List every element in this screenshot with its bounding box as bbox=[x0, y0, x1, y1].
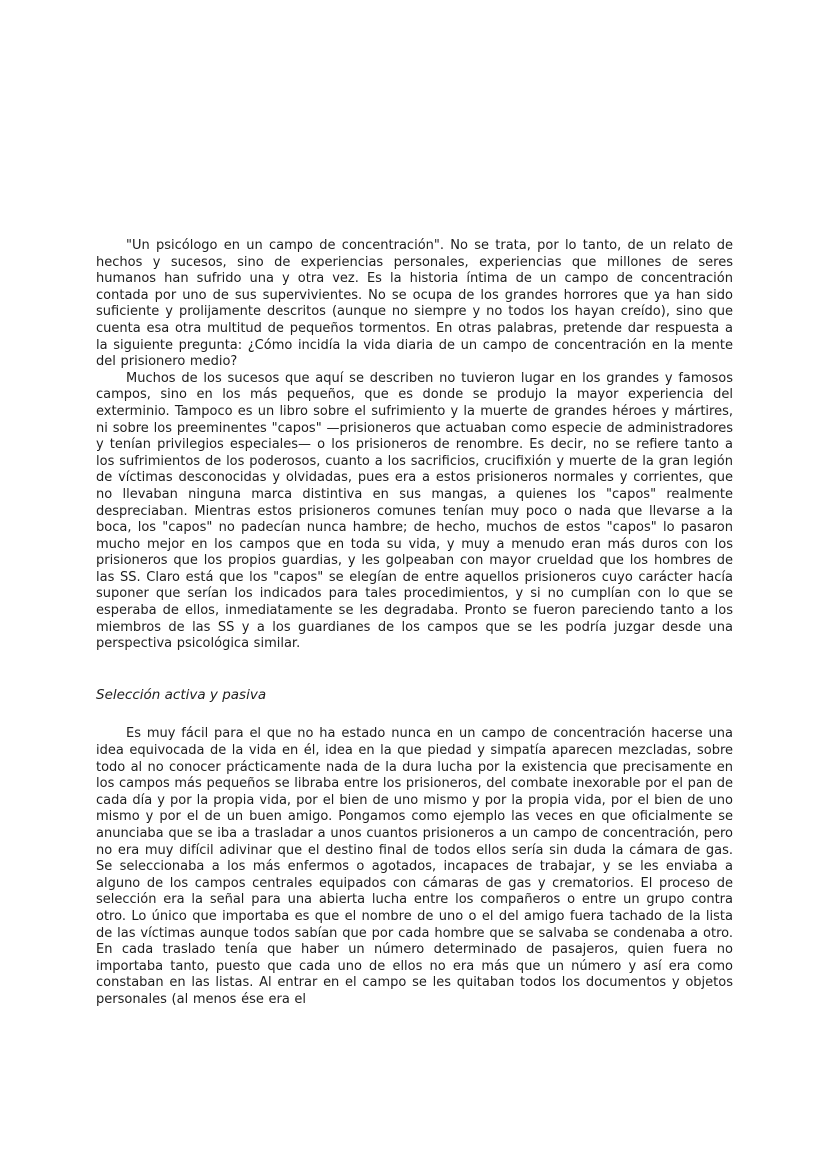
paragraph-3: Es muy fácil para el que no ha estado nunca en un campo de concentración hacerse una idea equivocada de la vida en él, idea en la que piedad y simpatía aparecen mezcladas, sobre todo al no conocer prácticamente nada de la dura lucha por la existencia que precisamente en los campos más pequeños se libraba entre los prisioneros, del combate inexorable por el pan de cada día y por la propia vida, por el bien de uno mismo y por la propia vida, por el bien de uno mismo y por el de un buen amigo. Pongamos como ejemplo las veces en que oficialmente se anunciaba que se iba a trasladar a unos cuantos prisioneros a un campo de concentración, pero no era muy difícil adivinar que el destino final de todos ellos sería sin duda la cámara de gas. Se seleccionaba a los más enfermos o agotados, incapaces de trabajar, y se les enviaba a alguno de los campos centrales equipados con cámaras de gas y crematorios. El proceso de selección era la señal para una abierta lucha entre los compañeros o entre un grupo contra otro. Lo único que importaba es que el nombre de uno o el del amigo fuera tachado de la lista de las víctimas aunque todos sabían que por cada hombre que se salvaba se condenaba a otro. En cada traslado tenía que haber un número determinado de pasajeros, quien fuera no importaba tanto, puesto que cada uno de ellos no era más que un número y así era como constaban en las listas. Al entrar en el campo se les quitaban todos los documentos y objetos personales (al menos ése era el bbox=[96, 726, 733, 1007]
paragraph-2: Muchos de los sucesos que aquí se describen no tuvieron lugar en los grandes y famosos campos, sino en los más pequeños, que es donde se produjo la mayor experiencia del exterminio. Tampoco es un libro sobre el sufrimiento y la muerte de grandes héroes y mártires, ni sobre los preeminentes "capos" —prisioneros que actuaban como especie de administradores y tenían privilegios especiales— o los prisioneros de renombre. Es decir, no se refiere tanto a los sufrimientos de los poderosos, cuanto a los sacrificios, crucifixión y muerte de la gran legión de víctimas desconocidas y olvidadas, pues era a estos prisioneros normales y corrientes, que no llevaban ninguna marca distintiva en sus mangas, a quienes los "capos" realmente despreciaban. Mientras estos prisioneros comunes tenían muy poco o nada que llevarse a la boca, los "capos" no padecían nunca hambre; de hecho, muchos de estos "capos" lo pasaron mucho mejor en los campos que en toda su vida, y muy a menudo eran más duros con los prisioneros que los propios guardias, y les golpeaban con mayor crueldad que los hombres de las SS. Claro está que los "capos" se elegían de entre aquellos prisioneros cuyo carácter hacía suponer que serían los indicados para tales procedimientos, y si no cumplían con lo que se esperaba de ellos, inmediatamente se les degradaba. Pronto se fueron pareciendo tanto a los miembros de las SS y a los guardianes de los campos que se les podría juzgar desde una perspectiva psicológica similar. bbox=[96, 370, 733, 652]
paragraph-1: "Un psicólogo en un campo de concentración". No se trata, por lo tanto, de un relato de hechos y sucesos, sino de experiencias personales, experiencias que millones de seres humanos han sufrido una y otra vez. Es la historia íntima de un campo de concentración contada por uno de sus supervivientes. No se ocupa de los grandes horrores que ya han sido suficiente y prolijamente descritos (aunque no siempre y no todos los hayan creído), sino que cuenta esa otra multitud de pequeños tormentos. En otras palabras, pretende dar respuesta a la siguiente pregunta: ¿Cómo incidía la vida diaria de un campo de concentración en la mente del prisionero medio? bbox=[96, 238, 733, 370]
section-heading: Selección activa y pasiva bbox=[96, 686, 267, 703]
